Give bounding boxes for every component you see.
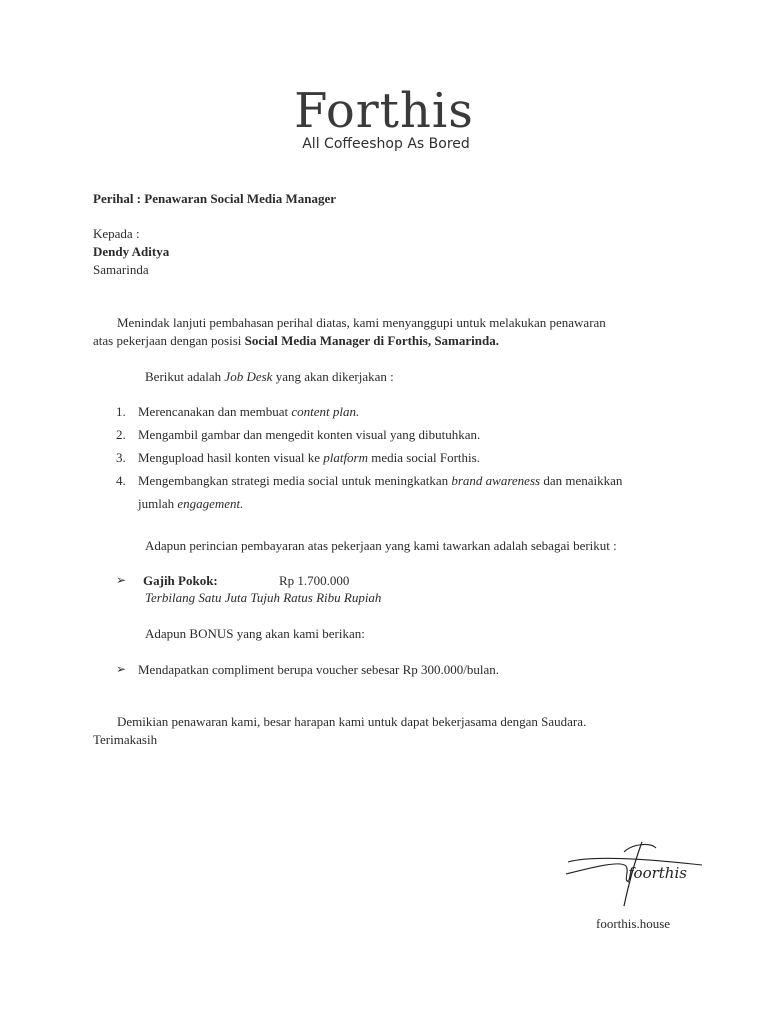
intro-line-2-text: atas pekerjaan dengan posisi — [93, 333, 242, 348]
list-text-end: media social Forthis. — [371, 450, 480, 465]
salary-amount: Rp 1.700.000 — [279, 573, 350, 588]
list-text: jumlah — [138, 496, 175, 511]
signature-script: foorthis — [628, 864, 687, 882]
list-item — [116, 426, 480, 443]
bullet-arrow: ➢ — [116, 662, 127, 676]
list-number: 1. — [116, 404, 126, 419]
list-text-end: dan menaikkan — [543, 473, 623, 488]
salary-in-words: Terbilang Satu Juta Tujuh Ratus Ribu Rupiah — [145, 590, 382, 605]
jobdesk-heading — [145, 368, 394, 385]
list-item — [116, 449, 480, 466]
list-italic: content plan. — [291, 404, 360, 419]
list-text: Merencanakan dan membuat — [138, 404, 289, 419]
list-italic: brand awareness — [451, 473, 541, 488]
bonus-intro: Adapun BONUS yang akan kami berikan: — [145, 626, 365, 641]
list-number: 4. — [116, 473, 126, 488]
closing-line-1: Demikian penawaran kami, besar harapan kami untuk dapat bekerjasama dengan Saudara. — [117, 714, 587, 729]
list-text: Mengambil gambar dan mengedit konten visual yang dibutuhkan. — [138, 427, 481, 442]
list-number: 3. — [116, 450, 126, 465]
list-number: 2. — [116, 427, 126, 442]
list-item-continuation — [138, 495, 243, 512]
recipient-name: Dendy Aditya — [93, 244, 170, 259]
salary-label: Gajih Pokok: — [143, 573, 218, 588]
recipient-label: Kepada : — [93, 226, 140, 241]
list-item — [116, 472, 622, 489]
subject-line: Perihal : Penawaran Social Media Manager — [93, 191, 336, 206]
jobdesk-pre: Berikut adalah — [145, 369, 222, 384]
intro-line-1: Menindak lanjuti pembahasan perihal diatas, kami menyanggupi untuk melakukan penawaran — [117, 315, 606, 330]
list-text: Mengembangkan strategi media social untuk meningkatkan — [138, 473, 449, 488]
intro-position: Social Media Manager di Forthis, Samarinda. — [244, 333, 499, 348]
list-italic: platform — [323, 450, 369, 465]
brand-logo: Forthis — [294, 83, 474, 139]
list-text: Mengupload hasil konten visual ke — [138, 450, 320, 465]
bonus-item: Mendapatkan compliment berupa voucher sebesar Rp 300.000/bulan. — [138, 662, 500, 677]
intro-line-2 — [93, 332, 499, 349]
jobdesk-italic: Job Desk — [224, 369, 273, 384]
brand-tagline: All Coffeeshop As Bored — [302, 136, 470, 152]
signatory-name: foorthis.house — [596, 916, 671, 931]
payment-intro: Adapun perincian pembayaran atas pekerjaan yang kami tawarkan adalah sebagai berikut : — [145, 538, 617, 553]
closing-line-2: Terimakasih — [93, 732, 158, 747]
handwritten-signature — [560, 838, 710, 910]
jobdesk-post: yang akan dikerjakan : — [275, 369, 394, 384]
recipient-city: Samarinda — [93, 262, 149, 277]
list-item — [116, 403, 359, 420]
bullet-arrow: ➢ — [116, 573, 127, 587]
list-italic: engagement. — [177, 496, 244, 511]
